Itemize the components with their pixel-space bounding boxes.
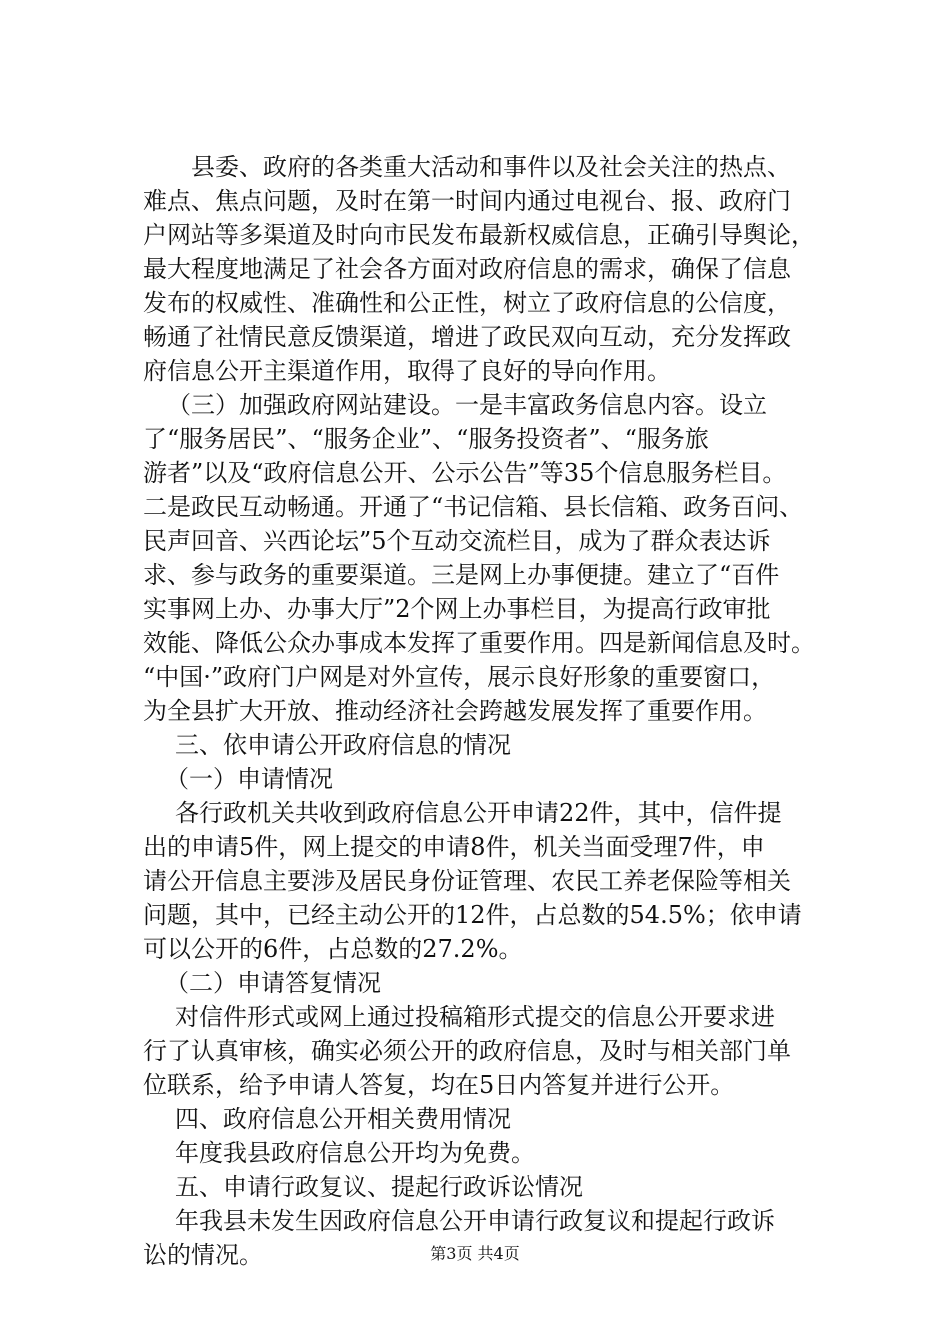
text-line: 民声回音、兴西论坛”5个互动交流栏目，成为了群众表达诉 <box>143 527 771 555</box>
page-number-footer: 第3页 共4页 <box>430 1244 520 1263</box>
text-line: 可以公开的6件，占总数的27.2%。 <box>143 935 523 963</box>
subsection-heading: （二）申请答复情况 <box>165 969 381 997</box>
text-line: 为全县扩大开放、推动经济社会跨越发展发挥了重要作用。 <box>143 697 767 725</box>
text-line: 畅通了社情民意反馈渠道，增进了政民双向互动，充分发挥政 <box>143 323 791 351</box>
section-heading: 四、政府信息公开相关费用情况 <box>175 1105 511 1133</box>
text-line: 府信息公开主渠道作用，取得了良好的导向作用。 <box>143 357 671 385</box>
text-line: 位联系，给予申请人答复，均在5日内答复并进行公开。 <box>143 1071 735 1099</box>
text-line: 最大程度地满足了社会各方面对政府信息的需求，确保了信息 <box>143 255 791 283</box>
section-heading: 三、依申请公开政府信息的情况 <box>175 731 511 759</box>
text-line: 问题，其中，已经主动公开的12件，占总数的54.5%；依申请 <box>143 901 802 929</box>
text-line: 年度我县政府信息公开均为免费。 <box>175 1139 535 1167</box>
section-heading: （三）加强政府网站建设。一是丰富政务信息内容。设立 <box>167 391 767 419</box>
text-line: 游者”以及“政府信息公开、公示公告”等35个信息服务栏目。 <box>143 459 787 487</box>
text-line: “中国·”政府门户网是对外宣传，展示良好形象的重要窗口， <box>143 663 776 691</box>
text-line: 县委、政府的各类重大活动和事件以及社会关注的热点、 <box>191 153 791 181</box>
text-line: 各行政机关共收到政府信息公开申请22件，其中，信件提 <box>175 799 782 827</box>
text-line: 年我县未发生因政府信息公开申请行政复议和提起行政诉 <box>175 1207 775 1235</box>
text-line: 二是政民互动畅通。开通了“书记信箱、县长信箱、政务百问、 <box>143 493 804 521</box>
text-line: 难点、焦点问题，及时在第一时间内通过电视台、报、政府门 <box>143 187 791 215</box>
text-line: 户网站等多渠道及时向市民发布最新权威信息，正确引导舆论， <box>143 221 815 249</box>
text-line: 求、参与政务的重要渠道。三是网上办事便捷。建立了“百件 <box>143 561 780 589</box>
text-line: 请公开信息主要涉及居民身份证管理、农民工养老保险等相关 <box>143 867 791 895</box>
text-line: 实事网上办、办事大厅”2个网上办事栏目，为提高行政审批 <box>143 595 771 623</box>
text-line: 行了认真审核，确实必须公开的政府信息，及时与相关部门单 <box>143 1037 791 1065</box>
text-line: 讼的情况。 <box>143 1241 263 1269</box>
text-line: 发布的权威性、准确性和公正性，树立了政府信息的公信度， <box>143 289 791 317</box>
section-heading: 五、申请行政复议、提起行政诉讼情况 <box>175 1173 583 1201</box>
text-line: 了“服务居民”、“服务企业”、“服务投资者”、“服务旅 <box>143 425 709 453</box>
text-line: 对信件形式或网上通过投稿箱形式提交的信息公开要求进 <box>175 1003 775 1031</box>
subsection-heading: （一）申请情况 <box>165 765 333 793</box>
text-line: 出的申请5件，网上提交的申请8件，机关当面受理7件，申 <box>143 833 765 861</box>
text-line: 效能、降低公众办事成本发挥了重要作用。四是新闻信息及时。 <box>143 629 815 657</box>
